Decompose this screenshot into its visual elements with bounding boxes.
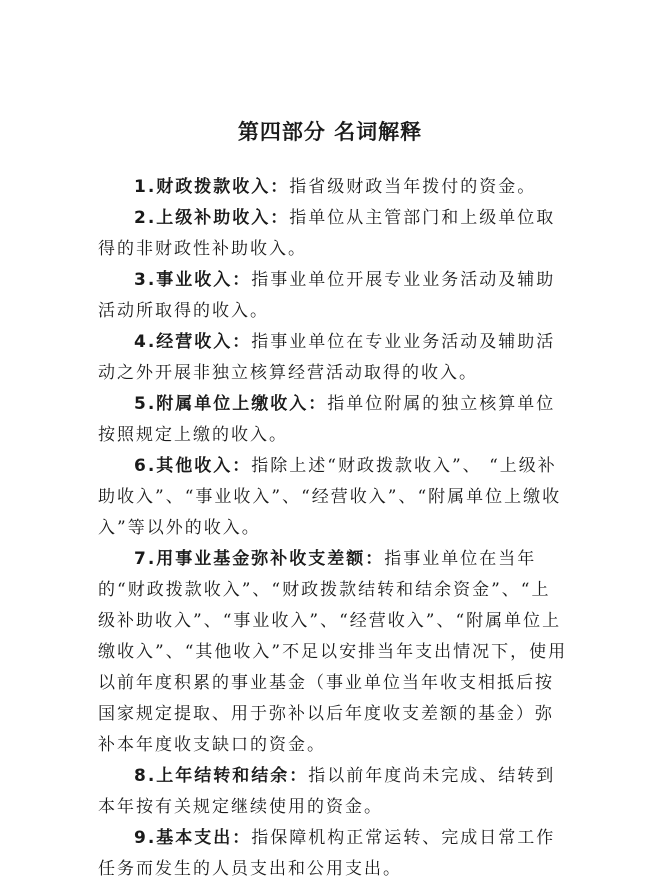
definition-text: 指省级财政当年拨付的资金。 [289,177,537,197]
definition-item [98,451,568,544]
definition-term: 2.上级补助收入： [134,208,290,228]
definition-item [98,327,568,389]
definition-term: 8.上年结转和结余： [134,766,309,786]
definition-term: 7.用事业基金弥补收支差额： [134,549,385,569]
definition-term: 4.经营收入： [134,332,252,352]
definition-text: 指除上述“财政拨款收入”、 “上级补助收入”、“事业收入”、“经营收入”、“附属单位上缴收入”等以外的收入。 [98,456,562,538]
definition-text: 指事业单位在专业业务活动及辅助活动之外开展非独立核算经营活动取得的收入。 [98,332,556,383]
definition-item [98,544,568,761]
definition-item [98,265,568,327]
page-title: 第四部分 名词解释 [237,120,423,144]
definition-item [98,761,568,823]
definition-text: 指以前年度尚未完成、结转到本年按有关规定继续使用的资金。 [98,766,556,817]
definition-text: 指保障机构正常运转、完成日常工作任务而发生的人员支出和公用支出。 [98,828,556,879]
definition-item [98,203,568,265]
definition-term: 3.事业收入： [134,270,252,290]
definition-item [98,389,568,451]
definition-list [98,172,568,885]
definition-item [98,823,568,885]
definition-term: 5.附属单位上缴收入： [134,394,328,414]
definition-term: 9.基本支出： [134,828,252,848]
definition-term: 6.其他收入： [134,456,252,476]
definition-text: 指单位从主管部门和上级单位取得的非财政性补助收入。 [98,208,556,259]
definition-item [98,172,568,203]
definition-text: 指事业单位开展专业业务活动及辅助活动所取得的收入。 [98,270,556,321]
definition-term: 1.财政拨款收入： [134,177,290,197]
definition-text: 指单位附属的独立核算单位按照规定上缴的收入。 [98,394,556,445]
definition-text: 指事业单位在当年的“财政拨款收入”、“财政拨款结转和结余资金”、“上级补助收入”、“事业收入”、“经营收入”、“附属单位上缴收入”、“其他收入”不足以安排当年支出情况下，使用以前年度积累的事业基金（事业单位当年收支相抵后按国家规定提取、用于弥补以后年度收支差额的基金）弥补本年度收支缺口的资金。 [98,549,568,755]
